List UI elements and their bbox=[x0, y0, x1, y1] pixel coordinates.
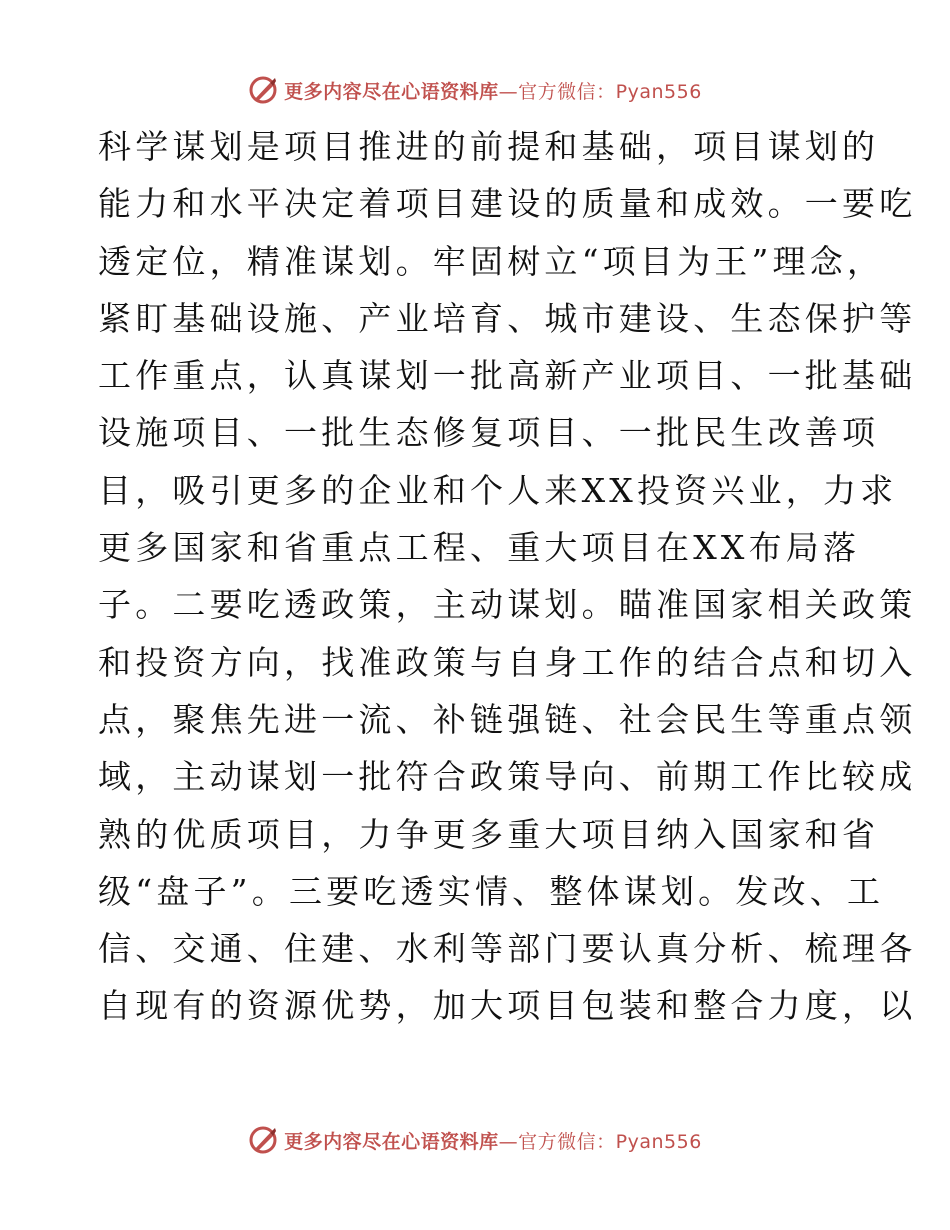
text-line: 点，聚焦先进一流、补链强链、社会民生等重点领 bbox=[98, 699, 917, 739]
text-line: 紧盯基础设施、产业培育、城市建设、生态保护等 bbox=[98, 298, 917, 338]
text-line: 域，主动谋划一批符合政策导向、前期工作比较成 bbox=[98, 757, 917, 797]
footer-banner bbox=[0, 1120, 950, 1160]
text-line: 工作重点，认真谋划一批高新产业项目、一批基础 bbox=[98, 356, 917, 396]
document-body bbox=[98, 118, 917, 1035]
header-banner bbox=[0, 70, 950, 110]
banner-text bbox=[284, 1127, 702, 1154]
text-line: 目，吸引更多的企业和个人来XX投资兴业，力求 bbox=[98, 470, 898, 510]
quill-pen-circle-icon bbox=[248, 1125, 278, 1155]
text-line: 设施项目、一批生态修复项目、一批民生改善项 bbox=[98, 413, 880, 453]
quill-pen-circle-icon bbox=[248, 75, 278, 105]
banner-dash: — bbox=[498, 1130, 519, 1153]
text-line: 科学谋划是项目推进的前提和基础，项目谋划的 bbox=[98, 127, 880, 166]
text-line: 能力和水平决定着项目建设的质量和成效。一要吃 bbox=[98, 184, 917, 224]
text-line: 和投资方向，找准政策与自身工作的结合点和切入 bbox=[98, 642, 917, 682]
text-line: 级“盘子”。三要吃透实情、整体谋划。发改、工 bbox=[98, 871, 885, 911]
banner-contact: 官方微信：Pyan556 bbox=[518, 80, 702, 103]
text-line: 透定位，精准谋划。牢固树立“项目为王”理念， bbox=[98, 241, 885, 281]
banner-text bbox=[284, 77, 702, 104]
text-line: 更多国家和省重点工程、重大项目在XX布局落 bbox=[98, 528, 861, 568]
banner-dash: — bbox=[498, 80, 519, 103]
text-line: 熟的优质项目，力争更多重大项目纳入国家和省 bbox=[98, 814, 880, 854]
banner-title: 更多内容尽在心语资料库 bbox=[284, 80, 499, 103]
banner-title: 更多内容尽在心语资料库 bbox=[284, 1130, 499, 1153]
banner-contact: 官方微信：Pyan556 bbox=[518, 1130, 702, 1153]
text-line: 子。二要吃透政策，主动谋划。瞄准国家相关政策 bbox=[98, 585, 917, 625]
text-line: 自现有的资源优势，加大项目包装和整合力度，以 bbox=[98, 986, 917, 1026]
text-line: 信、交通、住建、水利等部门要认真分析、梳理各 bbox=[98, 929, 917, 969]
